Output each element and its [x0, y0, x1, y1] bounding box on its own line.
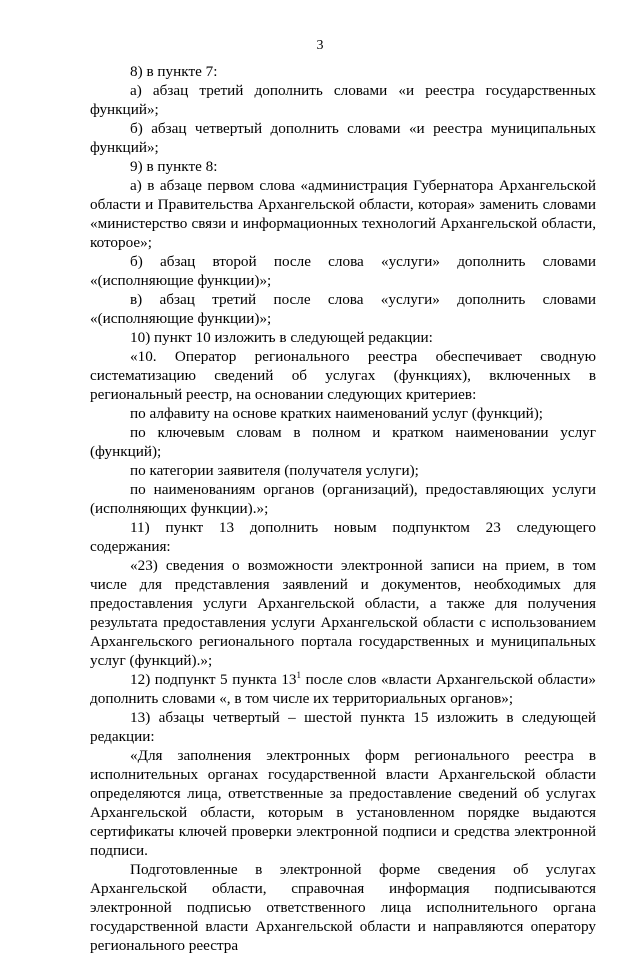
paragraph-criterion-2: по ключевым словам в полном и кратком наименовании услуг (функций); — [90, 424, 596, 460]
paragraph-item-9c: в) абзац третий после слова «услуги» дополнить словами «(исполняющие функции)»; — [90, 291, 596, 327]
paragraph-item-8: 8) в пункте 7: — [130, 63, 218, 80]
page-number: 3 — [316, 38, 324, 53]
paragraph-item-9b: б) абзац второй после слова «услуги» дополнить словами «(исполняющие функции)»; — [90, 253, 596, 289]
paragraph-criterion-4: по наименованиям органов (организаций), предоставляющих услуги (исполняющих функции).»; — [90, 481, 596, 517]
paragraph-item-9a: а) в абзаце первом слова «администрация Губернатора Архангельской области и Правительства Архангельской области, которая» заменить словами «министерство связи и информационных технологий Архангельской области, которое»; — [90, 177, 596, 251]
paragraph-item-8a: а) абзац третий дополнить словами «и реестра государственных функций»; — [90, 82, 596, 118]
paragraph-item-13-text: «Для заполнения электронных форм регионального реестра в исполнительных органах государственной власти Архангельской области определяются лица, ответственные за предоставление сведений об услугах Архангельской области, которым в установленном порядке выдаются сертификаты ключей проверки электронной подписи и средства электронной подписи. — [90, 747, 596, 859]
paragraph-criterion-1: по алфавиту на основе кратких наименований услуг (функций); — [130, 405, 544, 422]
paragraph-item-12-after: после слов «власти Архангельской области» дополнить словами «, в том числе их территориальных органов»; — [90, 671, 596, 707]
paragraph-item-9: 9) в пункте 8: — [130, 158, 218, 175]
document-body — [90, 62, 596, 955]
paragraph-item-13-continued: Подготовленные в электронной форме сведения об услугах Архангельской области, справочная информация подписываются электронной подписью ответственного лица исполнительного органа государственной власти Архангельской области и направляются оператору регионального реестра — [90, 861, 596, 954]
paragraph-item-12-before: 12) подпункт 5 пункта 13 — [130, 671, 297, 688]
superscript: 1 — [296, 669, 302, 680]
paragraph-criterion-3: по категории заявителя (получателя услуги); — [130, 462, 419, 479]
paragraph-item-10: 10) пункт 10 изложить в следующей редакции: — [130, 329, 433, 346]
paragraph-item-12 — [90, 670, 596, 708]
paragraph-item-11-text: «23) сведения о возможности электронной записи на прием, в том числе для представления заявлений и документов, необходимых для предоставления услуги Архангельской области, а также для получения результата предоставления услуги Архангельской области с использованием Архангельского регионального портала государственных и муниципальных услуг (функций).»; — [90, 557, 596, 669]
paragraph-item-11: 11) пункт 13 дополнить новым подпунктом 23 следующего содержания: — [90, 519, 596, 555]
paragraph-item-13: 13) абзацы четвертый – шестой пункта 15 изложить в следующей редакции: — [90, 709, 596, 745]
paragraph-item-10-text: «10. Оператор регионального реестра обеспечивает сводную систематизацию сведений об услугах (функциях), включенных в региональный реестр, на основании следующих критериев: — [90, 348, 596, 403]
paragraph-item-8b: б) абзац четвертый дополнить словами «и реестра муниципальных функций»; — [90, 120, 596, 156]
